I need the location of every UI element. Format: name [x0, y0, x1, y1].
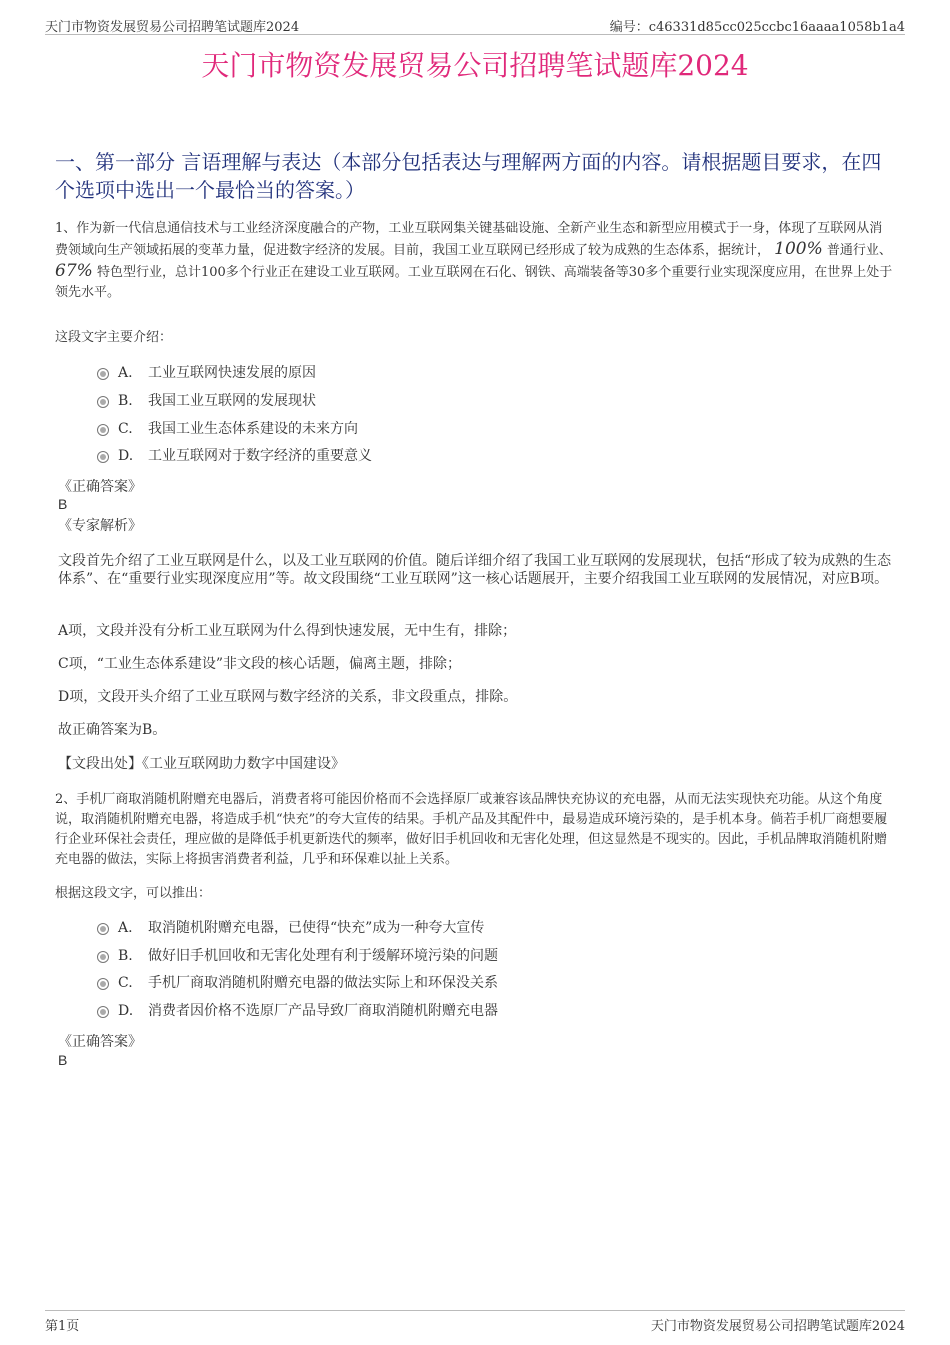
option-letter: D. — [118, 1003, 134, 1019]
q1-option-c[interactable] — [97, 419, 358, 439]
radio-icon[interactable] — [97, 951, 109, 963]
header-doc-title: 天门市物资发展贸易公司招聘笔试题库2024 — [45, 20, 300, 35]
radio-icon[interactable] — [97, 368, 109, 380]
radio-icon[interactable] — [97, 424, 109, 436]
q2-answer-label: 《正确答案》 — [58, 1034, 142, 1050]
q1-analysis-para: 故正确答案为B。 — [58, 722, 167, 738]
q1-stem-text-c: 特色型行业，总计100多个行业正在建设工业互联网。工业互联网在石化、钢铁、高端装备等30多个重要行业实现深度应用，在世界上处于领先水平。 — [55, 265, 893, 300]
q2-option-c[interactable] — [97, 973, 498, 993]
q1-option-d[interactable] — [97, 446, 372, 466]
q2-option-a[interactable] — [97, 918, 484, 938]
q1-stem — [55, 219, 895, 303]
q2-stem: 2、手机厂商取消随机附赠充电器后，消费者将可能因价格而不会选择原厂或兼容该品牌快充协议的充电器，从而无法实现快充功能。从这个角度说，取消随机附赠充电器，将造成手机“快充”的夸大宣传的结果。手机产品及其配件中，最易造成环境污染的，是手机本身。倘若手机厂商想要履行企业环保社会责任，理应做的是降低手机更新迭代的频率，做好旧手机回收和无害化处理，但这显然是不现实的。因此，手机品牌取消随机附赠充电器的做法，实际上将损害消费者利益，几乎和环保难以扯上关系。 — [55, 792, 888, 867]
q1-analysis-para: 文段首先介绍了工业互联网是什么，以及工业互联网的价值。随后详细介绍了我国工业互联网的发展现状，包括“形成了较为成熟的生态体系”、在“重要行业实现深度应用”等。故文段围绕“工业互联网”这一核心话题展开，主要介绍我国工业互联网的发展情况，对应B项。 — [58, 553, 892, 587]
q1-stem-text-a: 1、作为新一代信息通信技术与工业经济深度融合的产物，工业互联网集关键基础设施、全新产业生态和新型应用模式于一身，体现了互联网从消费领域向生产领域拓展的变革力量，促进数字经济的发展。目前，我国工业互联网已经形成了较为成熟的生态体系，据统计， — [55, 221, 883, 258]
q1-analysis-para: C项，“工业生态体系建设”非文段的核心话题，偏离主题，排除； — [58, 656, 462, 672]
option-letter: B. — [118, 948, 133, 964]
option-text: 消费者因价格不选原厂产品导致厂商取消随机附赠充电器 — [148, 1003, 498, 1019]
q1-analysis-label: 《专家解析》 — [58, 518, 142, 534]
q1-option-b[interactable] — [97, 391, 316, 411]
option-text: 我国工业生态体系建设的未来方向 — [148, 421, 358, 437]
option-letter: A. — [118, 920, 133, 936]
option-text: 工业互联网对于数字经济的重要意义 — [148, 448, 372, 464]
q2-option-b[interactable] — [97, 946, 498, 966]
q1-analysis-para: D项，文段开头介绍了工业互联网与数字经济的关系，非文段重点，排除。 — [58, 689, 518, 705]
radio-icon[interactable] — [97, 396, 109, 408]
q2-option-d[interactable] — [97, 1001, 498, 1021]
q1-answer-value: B — [58, 496, 68, 512]
option-text: 我国工业互联网的发展现状 — [148, 393, 316, 409]
q1-analysis-para: A项，文段并没有分析工业互联网为什么得到快速发展，无中生有，排除； — [58, 623, 517, 639]
option-letter: B. — [118, 393, 133, 409]
q1-math-100: 100% — [774, 239, 823, 259]
page-footer — [45, 1310, 905, 1335]
q2-answer-value: B — [58, 1052, 68, 1068]
q1-answer-label: 《正确答案》 — [58, 479, 142, 495]
option-text: 工业互联网快速发展的原因 — [148, 365, 316, 381]
q1-source: 【文段出处】《工业互联网助力数字中国建设》 — [58, 756, 345, 772]
option-letter: D. — [118, 448, 134, 464]
option-letter: A. — [118, 365, 133, 381]
q1-prompt: 这段文字主要介绍： — [55, 330, 173, 345]
q1-stem-text-b: 普通行业、 — [826, 243, 892, 258]
option-text: 取消随机附赠充电器，已使得“快充”成为一种夸大宣传 — [148, 920, 485, 936]
option-text: 做好旧手机回收和无害化处理有利于缓解环境污染的问题 — [148, 948, 498, 964]
radio-icon[interactable] — [97, 923, 109, 935]
footer-page-number: 第1页 — [45, 1319, 80, 1334]
q1-math-67: 67% — [55, 261, 93, 281]
page-title: 天门市物资发展贸易公司招聘笔试题库2024 — [201, 49, 749, 82]
footer-doc-title: 天门市物资发展贸易公司招聘笔试题库2024 — [650, 1319, 905, 1334]
option-letter: C. — [118, 421, 133, 437]
option-text: 手机厂商取消随机附赠充电器的做法实际上和环保没关系 — [148, 975, 498, 991]
header-doc-id: 编号：c46331d85cc025ccbc16aaaa1058b1a4 — [609, 20, 905, 35]
page-header — [45, 14, 905, 35]
q1-option-a[interactable] — [97, 363, 316, 383]
q2-prompt: 根据这段文字，可以推出： — [55, 886, 212, 901]
radio-icon[interactable] — [97, 1006, 109, 1018]
option-letter: C. — [118, 975, 133, 991]
radio-icon[interactable] — [97, 978, 109, 990]
section-heading: 一、第一部分 言语理解与表达（本部分包括表达与理解两方面的内容。请根据题目要求，在四个选项中选出一个最恰当的答案。） — [55, 150, 882, 202]
radio-icon[interactable] — [97, 451, 109, 463]
